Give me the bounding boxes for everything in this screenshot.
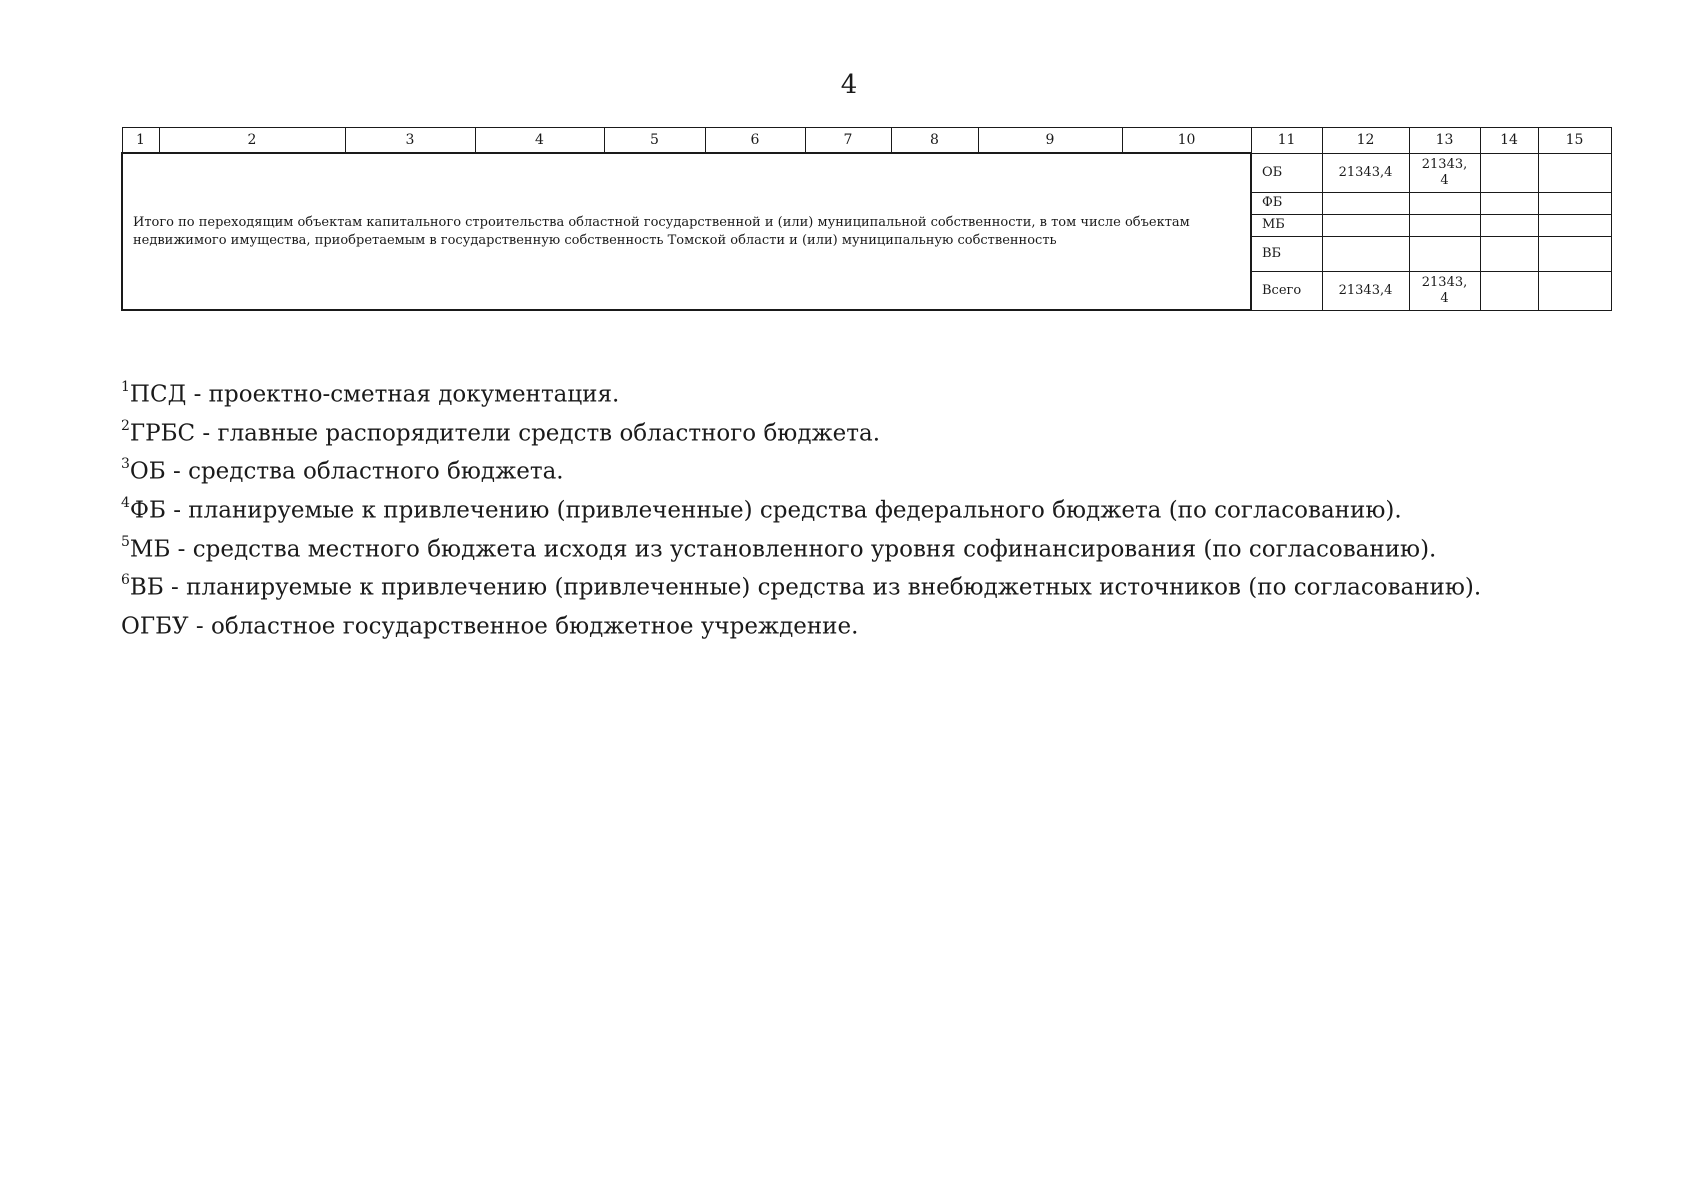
footnote-text: ПСД - проектно-сметная документация. (129, 381, 620, 408)
footnote-marker: 4 (121, 494, 130, 511)
column-number: 1 (122, 128, 159, 154)
source-label: ОБ (1251, 153, 1322, 192)
value-cell (1409, 214, 1480, 236)
value-cell (1409, 153, 1480, 192)
column-number: 5 (604, 128, 705, 154)
value-cell: 21343,4 (1322, 153, 1409, 192)
column-number-row (122, 128, 1611, 154)
column-number: 11 (1251, 128, 1322, 154)
value-cell (1322, 214, 1409, 236)
footnote (121, 528, 1601, 567)
source-label: ВБ (1251, 236, 1322, 271)
page-number: 4 (840, 70, 858, 100)
value-cell (1480, 153, 1538, 192)
value-cell (1322, 192, 1409, 214)
footnote-text: ОГБУ - областное государственное бюджетное учреждение. (121, 613, 859, 640)
footnote-marker: 6 (121, 572, 130, 589)
footnote (121, 412, 1601, 451)
column-number: 4 (475, 128, 604, 154)
value-cell (1538, 192, 1611, 214)
footnote-text: МБ - средства местного бюджета исходя из установленного уровня софинансирования (по согласованию). (129, 536, 1437, 563)
value-line: 4 (1440, 290, 1449, 306)
value-cell (1538, 236, 1611, 271)
footnote-marker: 5 (121, 533, 130, 550)
column-number: 3 (345, 128, 475, 154)
footnotes (121, 373, 1601, 644)
column-number: 2 (159, 128, 345, 154)
value-cell (1409, 236, 1480, 271)
column-number: 7 (805, 128, 891, 154)
value-cell (1480, 236, 1538, 271)
footnote (121, 605, 1601, 644)
table-row-ob (122, 153, 1611, 192)
column-number: 9 (978, 128, 1122, 154)
footnote-marker: 1 (121, 379, 130, 395)
value-cell (1480, 214, 1538, 236)
source-label: МБ (1251, 214, 1322, 236)
footnote-text: ГРБС - главные распорядители средств областного бюджета. (129, 420, 881, 447)
column-number: 10 (1122, 128, 1251, 154)
source-label: Всего (1251, 271, 1322, 310)
financing-table (121, 127, 1612, 311)
value-cell (1480, 271, 1538, 310)
value-cell (1409, 271, 1480, 310)
footnote-text: ФБ - планируемые к привлечению (привлеченные) средства федерального бюджета (по согласованию). (129, 497, 1402, 524)
value-cell (1322, 236, 1409, 271)
value-cell (1409, 192, 1480, 214)
value-cell (1480, 192, 1538, 214)
footnote-marker: 2 (121, 417, 130, 434)
value-cell (1538, 271, 1611, 310)
column-number: 14 (1480, 128, 1538, 154)
footnote (121, 450, 1601, 489)
column-number: 8 (891, 128, 978, 154)
column-number: 15 (1538, 128, 1611, 154)
value-cell (1538, 153, 1611, 192)
footnote-text: ВБ - планируемые к привлечению (привлеченные) средства из внебюджетных источников (по согласованию). (129, 574, 1482, 601)
column-number: 12 (1322, 128, 1409, 154)
value-line: 21343, (1421, 274, 1468, 290)
footnote-marker: 3 (121, 456, 130, 473)
summary-cell: Итого по переходящим объектам капитального строительства областной государственной и (или) муниципальной собственности, в том числе объектам недвижимого имущества, приобретаемым в государственную собственность Томской области и (или) муниципальную собственность (122, 153, 1251, 310)
footnote (121, 566, 1601, 605)
column-number: 6 (705, 128, 805, 154)
value-line: 4 (1440, 172, 1449, 188)
footnote (121, 489, 1601, 528)
value-cell: 21343,4 (1322, 271, 1409, 310)
value-cell (1538, 214, 1611, 236)
footnote (121, 373, 1601, 412)
source-label: ФБ (1251, 192, 1322, 214)
column-number: 13 (1409, 128, 1480, 154)
value-line: 21343, (1421, 156, 1468, 172)
footnote-text: ОБ - средства областного бюджета. (129, 458, 564, 485)
